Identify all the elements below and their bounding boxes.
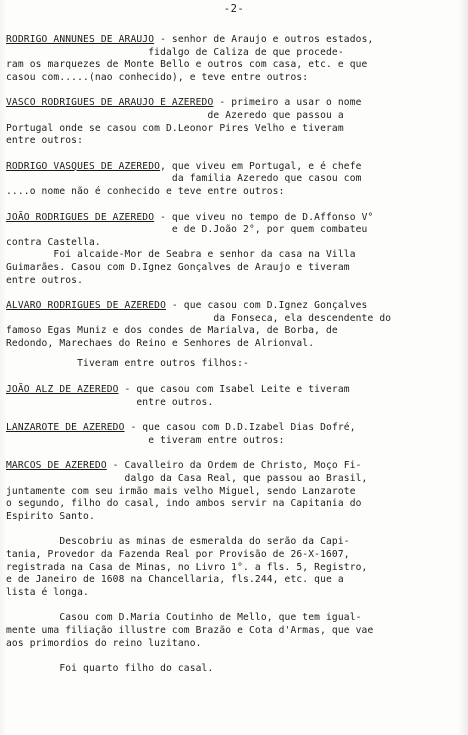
text-line <box>6 161 460 174</box>
text-line <box>6 486 460 499</box>
name-heading: ALVARO RODRIGUES DE AZEREDO <box>6 300 166 312</box>
paragraph <box>6 422 460 447</box>
text-line <box>6 224 460 237</box>
text-line <box>6 135 460 148</box>
text-line <box>6 435 460 448</box>
paragraph-gap <box>6 650 460 663</box>
text-line <box>6 275 460 288</box>
paragraph-gap <box>6 447 460 460</box>
paragraph-gap <box>6 148 460 161</box>
text-line <box>6 625 460 638</box>
line-text: tania, Provedor da Fazenda Real por Provisão de 26-X-1607, <box>6 549 350 560</box>
line-text: - que casou com D.D.Izabel Dias Dofré, <box>124 422 356 434</box>
line-text: - Cavalleiro da Ordem de Christo, Moço Fi- <box>106 460 362 472</box>
line-text: dalgo da Casa Real, que passou ao Brasil, <box>6 473 368 485</box>
line-text: Redondo, Marechaes do Reino e Senhores de Alrionval. <box>6 337 315 349</box>
text-line <box>6 511 460 524</box>
text-line <box>6 562 460 575</box>
page-number: -2- <box>223 3 245 15</box>
paragraph <box>6 34 460 84</box>
paragraph-gap <box>6 409 460 422</box>
text-line <box>6 237 460 250</box>
text-line <box>6 397 460 410</box>
text-line <box>6 574 460 587</box>
paragraph <box>6 663 460 676</box>
line-text: Casou com D.Maria Coutinho de Mello, que tem igual- <box>6 612 362 624</box>
text-line <box>6 587 460 600</box>
line-text: mente uma filiação illustre com Brazão e Cota d'Armas, que vae <box>6 624 374 636</box>
name-heading: JOÃO ALZ DE AZEREDO <box>6 384 119 396</box>
text-line <box>6 638 460 651</box>
line-text: da familia Azeredo que casou com <box>6 173 362 185</box>
paragraph-gap <box>6 287 460 300</box>
line-text: Descobriu as minas de esmeralda do serão da Capi- <box>6 536 350 548</box>
paragraph-gap <box>6 523 460 536</box>
line-text: entre outros. <box>6 396 214 408</box>
line-text: Espirito Santo. <box>6 510 95 522</box>
line-text: Guimarães. Casou com D.Ignez Gonçalves de Araujo e tiveram <box>6 261 350 273</box>
text-line <box>6 422 460 435</box>
text-line <box>6 498 460 511</box>
paragraph <box>6 460 460 523</box>
text-line <box>6 612 460 625</box>
line-text: casou com.....(nao conhecido), e teve entre outros: <box>6 71 309 83</box>
line-text: e de Janeiro de 1608 na Chancellaria, fls.244, etc. que a <box>6 574 344 586</box>
paragraph <box>6 358 460 371</box>
name-heading: RODRIGO VASQUES DE AZEREDO <box>6 160 161 172</box>
line-text: contra Castella. <box>6 236 101 248</box>
name-heading: JOÃO RODRIGUES DE AZEREDO <box>6 211 155 223</box>
paragraph <box>6 97 460 147</box>
name-heading: LANZAROTE DE AZEREDO <box>6 422 125 434</box>
text-line <box>6 123 460 136</box>
name-heading: MARCOS DE AZEREDO <box>6 460 107 472</box>
line-text: - primeiro a usar o nome <box>213 97 362 109</box>
text-line <box>6 473 460 486</box>
text-line <box>6 34 460 47</box>
line-text: de Azeredo que passou a <box>6 109 344 121</box>
text-line <box>6 300 460 313</box>
line-text: ram os marquezes de Monte Bello e outros com casa, etc. e que <box>6 59 368 71</box>
paragraph-gap <box>6 199 460 212</box>
text-line <box>6 72 460 85</box>
paragraph <box>6 212 460 288</box>
name-heading: RODRIGO ANNUNES DE ARAUJO <box>6 34 155 45</box>
line-text: - que casou com Isabel Leite e tiveram <box>118 384 350 396</box>
line-text: fidalgo de Caliza de que procede- <box>6 46 344 58</box>
line-text: - que viveu no tempo de D.Affonso V° <box>154 211 374 223</box>
paragraph-gap <box>6 350 460 358</box>
line-text: entre outros: <box>6 135 84 147</box>
paragraph <box>6 612 460 650</box>
text-line <box>6 173 460 186</box>
line-text: , que viveu em Portugal, e é chefe <box>160 160 362 172</box>
line-text: famoso Egas Muniz e dos condes de Marialva, de Borba, de <box>6 325 338 337</box>
text-line <box>6 536 460 549</box>
text-line <box>6 338 460 351</box>
line-text: o segundo, filho do casal, indo ambos servir na Capitania do <box>6 498 362 510</box>
text-line <box>6 358 460 371</box>
line-text: - que casou com D.Ignez Gonçalves <box>166 300 368 312</box>
text-line <box>6 549 460 562</box>
text-line <box>6 212 460 225</box>
text-line <box>6 262 460 275</box>
line-text: da Fonseca, ela descendente do <box>6 312 392 324</box>
line-text: entre outros. <box>6 274 84 286</box>
paragraph-gap <box>6 599 460 612</box>
text-line <box>6 249 460 262</box>
line-text: - senhor de Araujo e outros estados, <box>154 34 374 45</box>
text-line <box>6 384 460 397</box>
paragraph-gap <box>6 84 460 97</box>
text-line <box>6 110 460 123</box>
line-text: aos primordios do reino luzitano. <box>6 637 202 649</box>
line-text: Tiveram entre outros filhos:- <box>6 358 249 370</box>
line-text: registrada na Casa de Minas, no Livro 1°. a fls. 5, Registro, <box>6 561 368 573</box>
name-heading: VASCO RODRIGUES DE ARAUJO E AZEREDO <box>6 97 214 109</box>
paragraph <box>6 300 460 350</box>
line-text: e de D.João 2°, por quem combateu <box>6 224 368 236</box>
line-text: Foi alcaide-Mor de Seabra e senhor da casa na Villa <box>6 249 356 261</box>
document-body <box>6 34 460 676</box>
line-text: e tiveram entre outros: <box>6 434 285 446</box>
text-line <box>6 59 460 72</box>
line-text: Portugal onde se casou com D.Leonor Pires Velho e tiveram <box>6 122 344 134</box>
paragraph-gap <box>6 371 460 384</box>
text-line <box>6 47 460 60</box>
line-text: Foi quarto filho do casal. <box>6 663 214 675</box>
text-line <box>6 186 460 199</box>
paragraph <box>6 384 460 409</box>
paragraph <box>6 536 460 599</box>
line-text: juntamente com seu irmão mais velho Miguel, sendo Lanzarote <box>6 485 356 497</box>
text-line <box>6 460 460 473</box>
text-line <box>6 97 460 110</box>
text-line <box>6 325 460 338</box>
line-text: ....o nome não é conhecido e teve entre outros: <box>6 185 285 197</box>
line-text: lista é longa. <box>6 586 89 598</box>
text-line <box>6 663 460 676</box>
text-line <box>6 313 460 326</box>
paragraph <box>6 161 460 199</box>
